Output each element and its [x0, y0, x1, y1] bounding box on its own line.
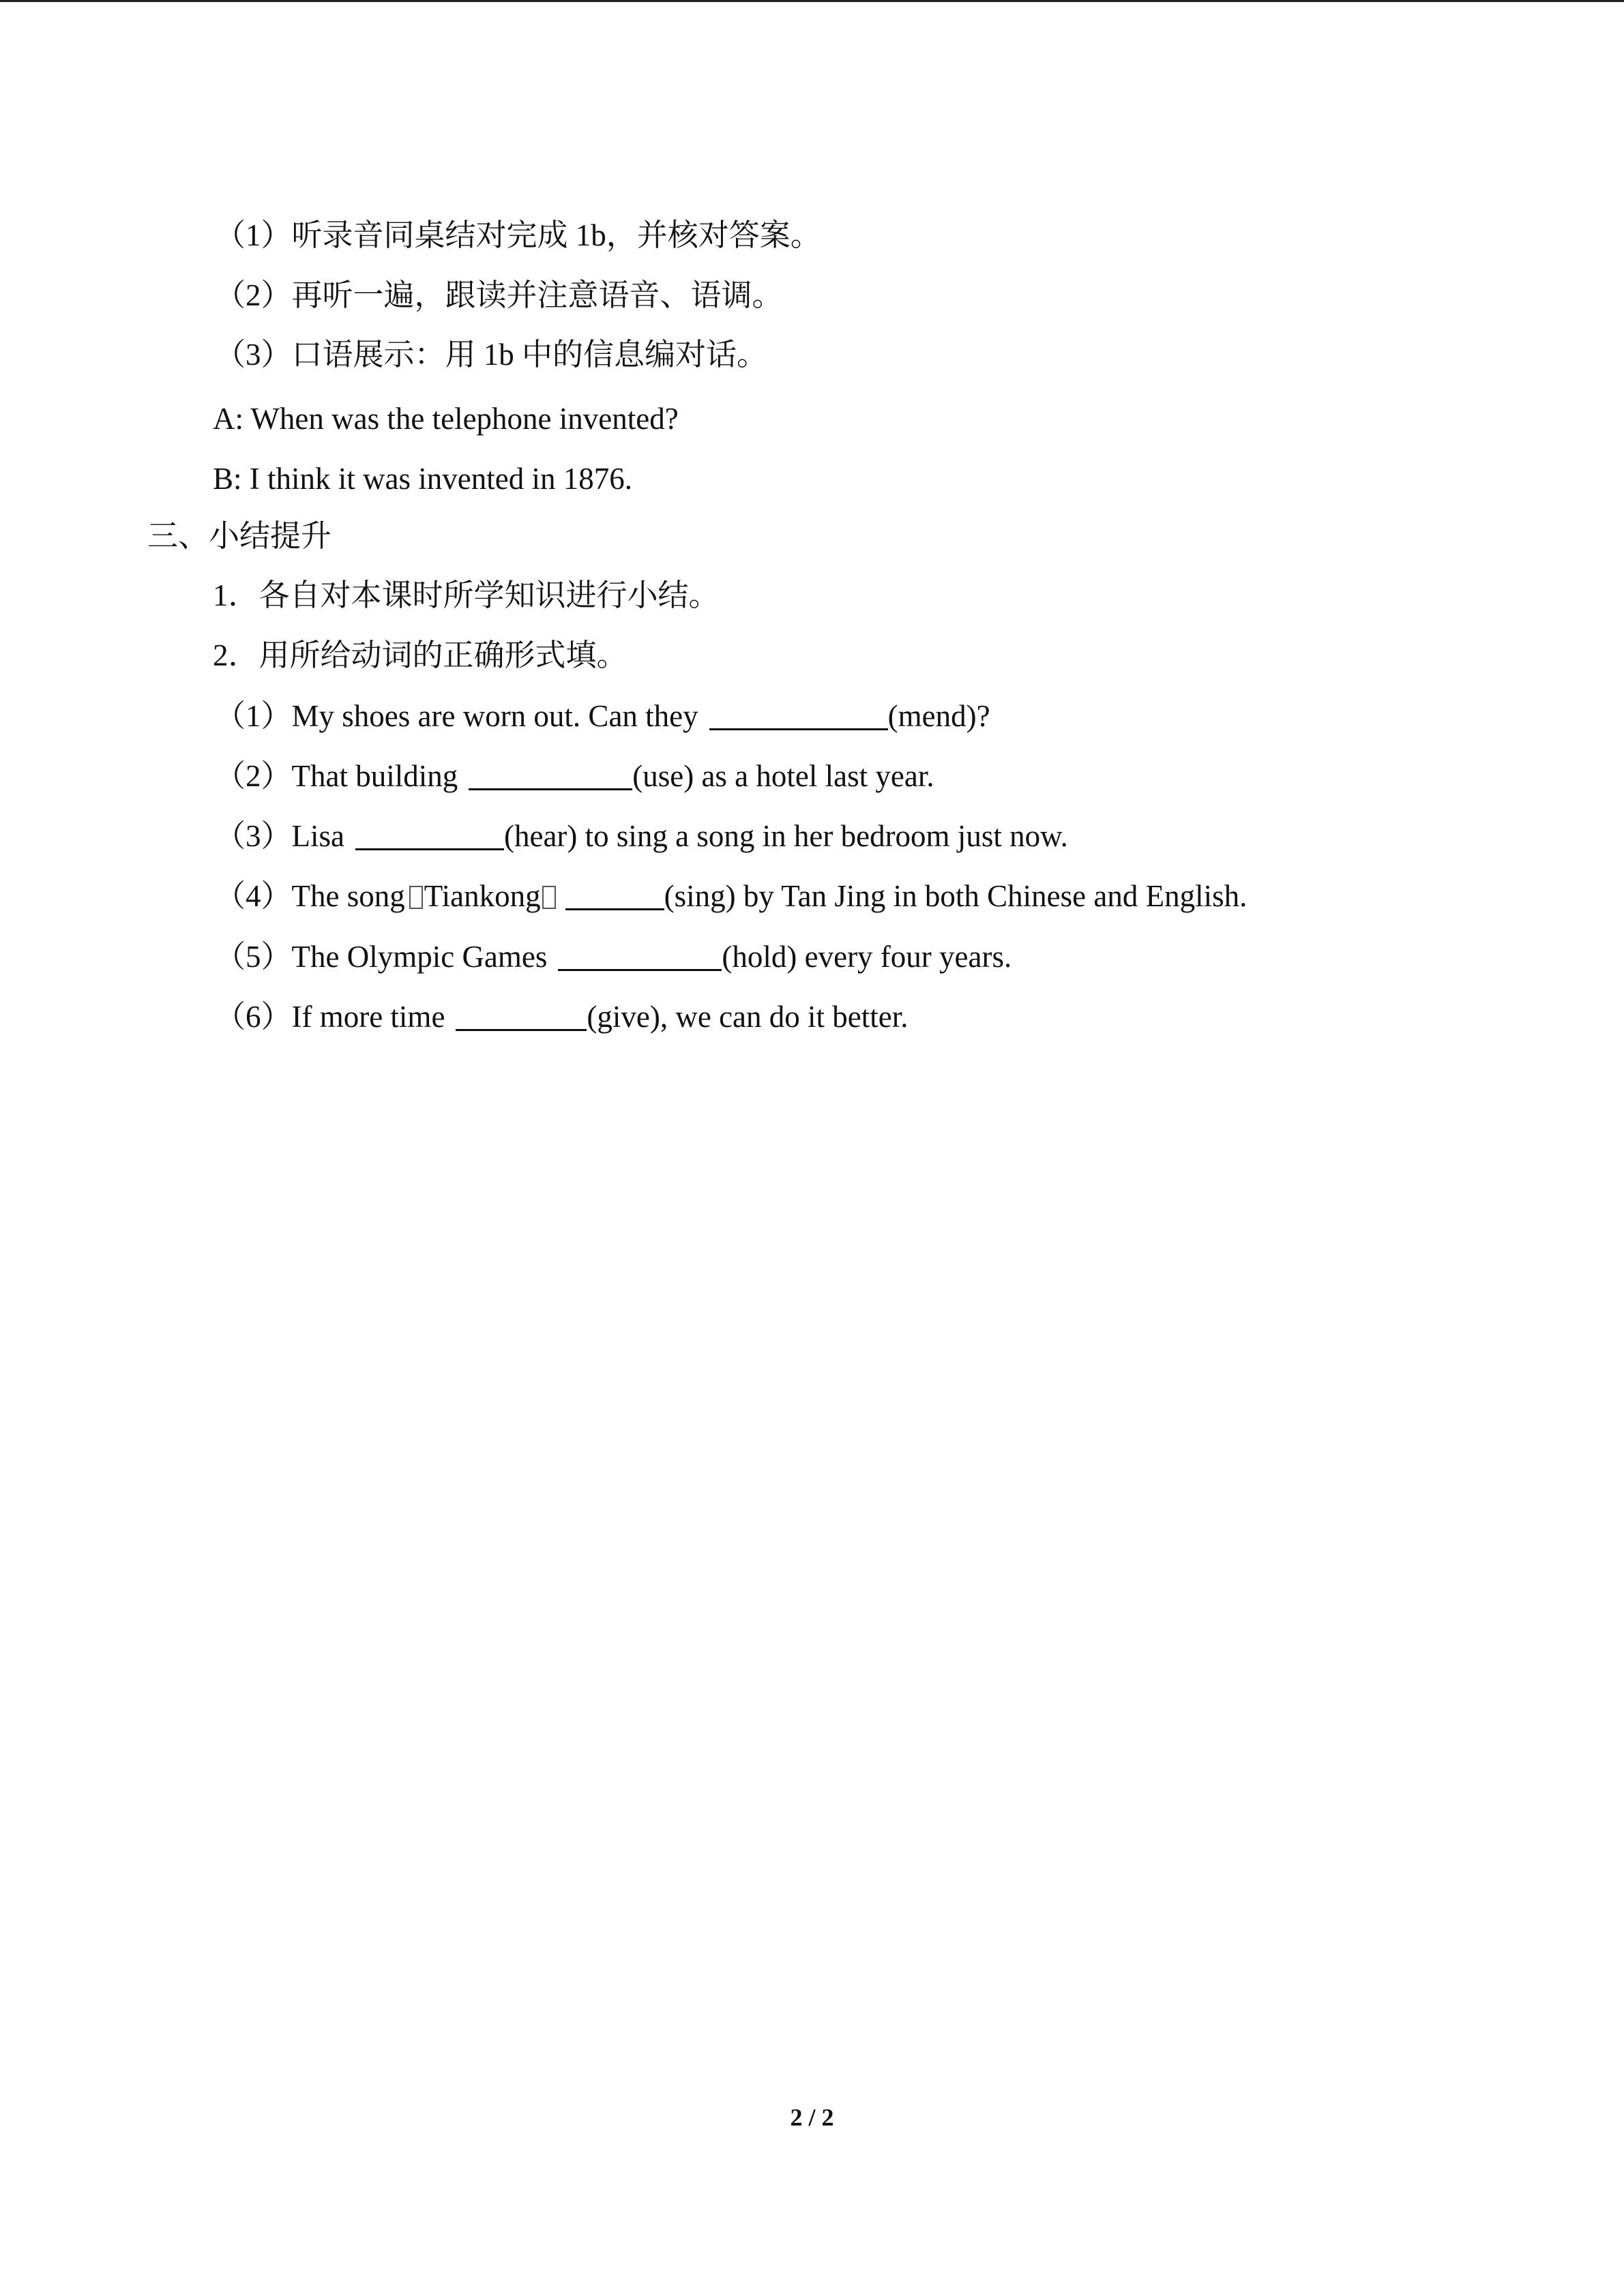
top-border — [0, 0, 1624, 2]
listening-step-1: （1）听录音同桌结对完成 1b，并核对答案。 — [215, 218, 821, 252]
page-number: 2 / 2 — [790, 2104, 834, 2131]
answer-blank[interactable] — [456, 996, 587, 1031]
answer-blank[interactable] — [469, 756, 632, 790]
section-heading-summary: 三、小结提升 — [147, 519, 332, 553]
exercise-text-after: (mend)? — [887, 699, 990, 733]
answer-blank[interactable] — [558, 936, 722, 971]
exercise-text-before: （5）The Olympic Games — [215, 940, 548, 974]
listening-step-3: （3）口语展示：用 1b 中的信息编对话。 — [215, 338, 768, 372]
exercise-text-before: （4）The song — [215, 879, 405, 913]
answer-blank[interactable] — [355, 816, 504, 850]
missing-glyph-box — [409, 886, 423, 909]
exercise-text-after: (use) as a hotel last year. — [632, 759, 934, 793]
exercise-item — [215, 816, 1068, 856]
summary-task-1: 1．各自对本课时所学知识进行小结。 — [213, 578, 720, 612]
song-title: Tiankong — [424, 879, 541, 913]
exercise-item — [215, 876, 1247, 916]
summary-task-2: 2．用所给动词的正确形式填。 — [213, 638, 628, 672]
dialogue-line-b: B: I think it was invented in 1876. — [213, 462, 632, 496]
answer-blank[interactable] — [565, 876, 664, 910]
exercise-text-before: （6）If more time — [215, 1000, 445, 1034]
exercise-text-after: (sing) by Tan Jing in both Chinese and English. — [664, 879, 1247, 913]
answer-blank[interactable] — [709, 696, 888, 730]
exercise-item — [215, 996, 909, 1037]
missing-glyph-box — [542, 886, 556, 909]
exercise-text-before: （2）That building — [215, 759, 458, 793]
exercise-item — [215, 696, 990, 736]
exercise-item — [215, 756, 934, 796]
listening-step-2: （2）再听一遍，跟读并注意语音、语调。 — [215, 278, 783, 312]
dialogue-line-a: A: When was the telephone invented? — [213, 402, 679, 436]
exercise-text-after: (give), we can do it better. — [587, 1000, 909, 1034]
exercise-text-after: (hold) every four years. — [722, 940, 1012, 974]
exercise-text-before: （1）My shoes are worn out. Can they — [215, 699, 698, 733]
exercise-item — [215, 936, 1012, 977]
exercise-text-after: (hear) to sing a song in her bedroom just now. — [503, 819, 1068, 853]
exercise-text-before: （3）Lisa — [215, 819, 344, 853]
